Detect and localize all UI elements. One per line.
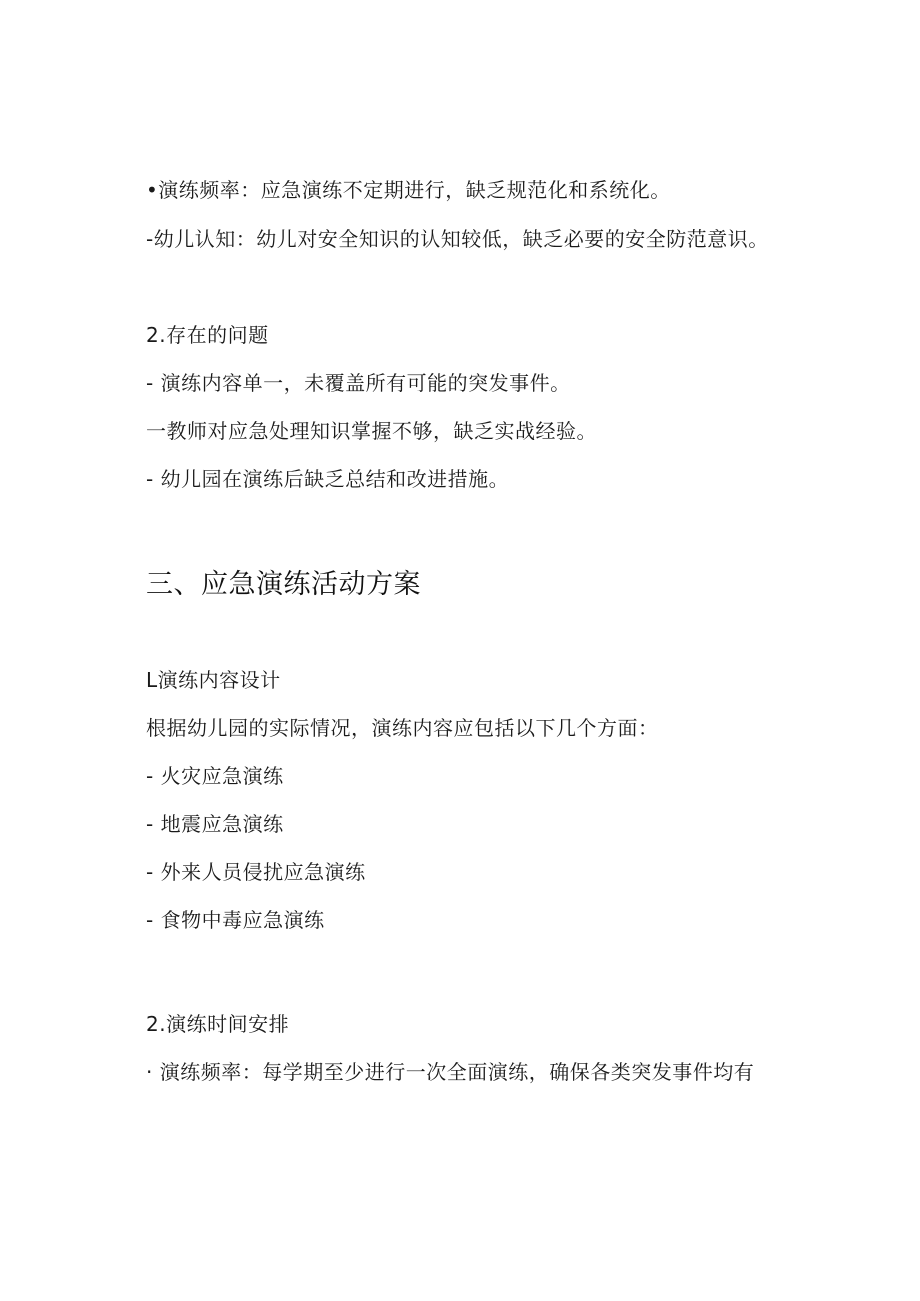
drill-type-item: - 地震应急演练 xyxy=(146,812,284,836)
drill-type-item: - 外来人员侵扰应急演练 xyxy=(146,860,366,884)
schedule-frequency-line: · 演练频率：每学期至少进行一次全面演练，确保各类突发事件均有 xyxy=(146,1060,755,1084)
child-awareness-line: -幼儿认知：幼儿对安全知识的认知较低，缺乏必要的安全防范意识。 xyxy=(146,227,769,251)
schedule-subtitle: 2.演练时间安排 xyxy=(146,1012,290,1036)
drill-type-item: - 火灾应急演练 xyxy=(146,764,284,788)
problem-item: 一教师对应急处理知识掌握不够，缺乏实战经验。 xyxy=(146,419,597,443)
problem-item: - 幼儿园在演练后缺乏总结和改进措施。 xyxy=(146,467,510,491)
content-design-intro: 根据幼儿园的实际情况，演练内容应包括以下几个方面： xyxy=(146,716,659,740)
section-heading: 三、应急演练活动方案 xyxy=(146,569,421,600)
drill-frequency-line: •演练频率：应急演练不定期进行，缺乏规范化和系统化。 xyxy=(146,178,671,202)
problems-subtitle: 2.存在的问题 xyxy=(146,323,269,347)
problem-item: - 演练内容单一，未覆盖所有可能的突发事件。 xyxy=(146,371,571,395)
drill-type-item: - 食物中毒应急演练 xyxy=(146,908,325,932)
content-design-subtitle: L演练内容设计 xyxy=(146,668,281,692)
